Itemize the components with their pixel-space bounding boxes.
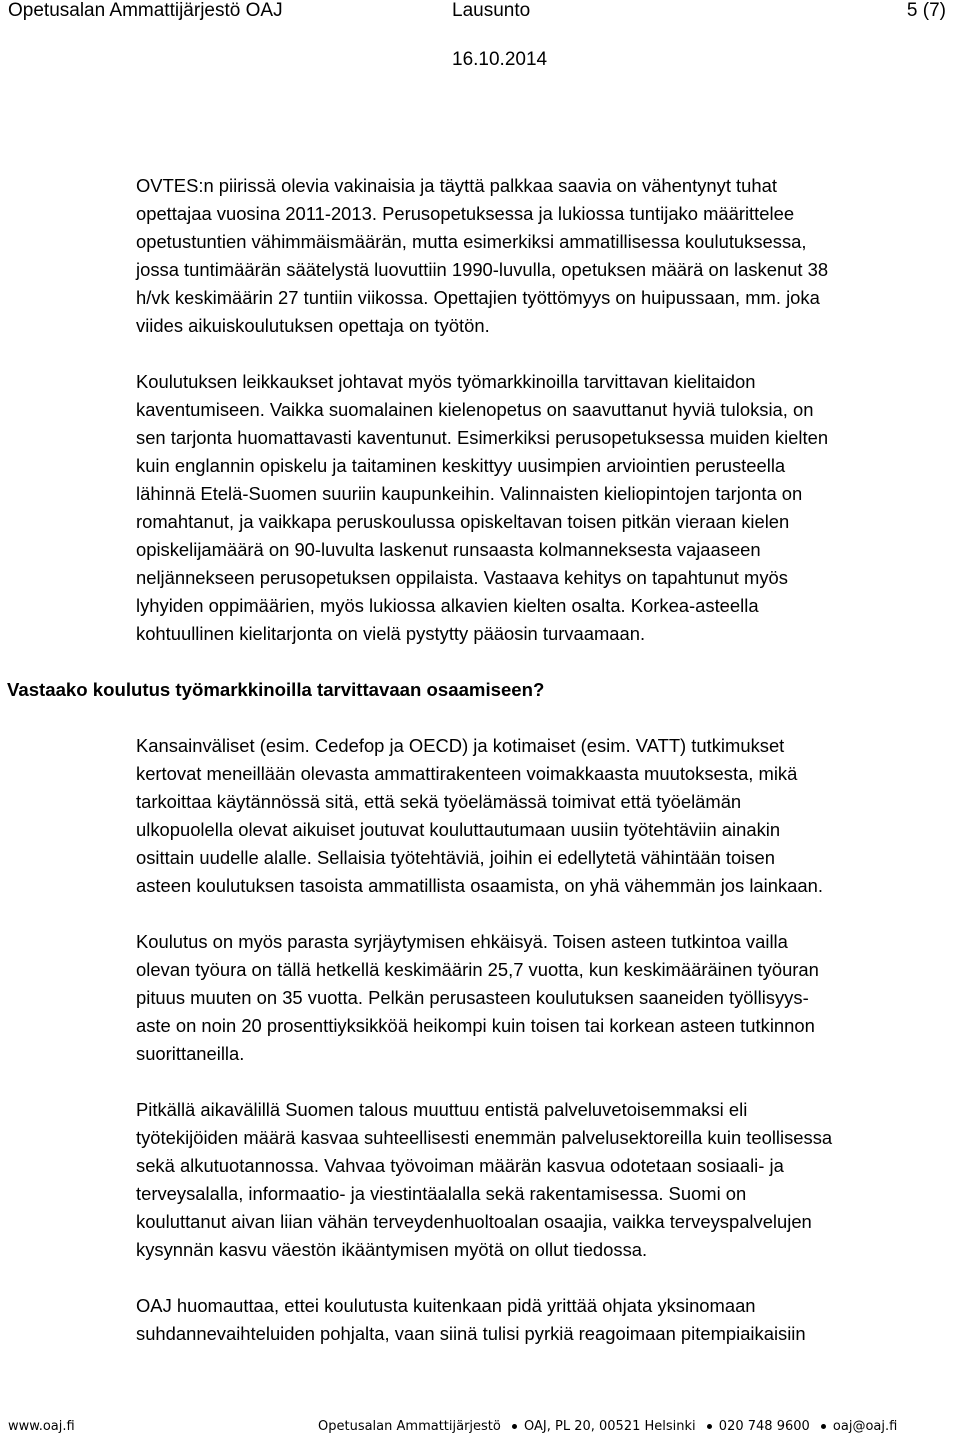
text-line: OAJ huomauttaa, ettei koulutusta kuitenkaan pidä yrittää ohjata yksinomaan (136, 1295, 756, 1316)
paragraph-exclusion-prevention (136, 928, 958, 1068)
header-organization: Opetusalan Ammattijärjestö OAJ (8, 0, 283, 21)
footer-phone: 020 748 9600 (718, 1419, 810, 1434)
text-line: ulkopuolella olevat aikuiset joutuvat kouluttautumaan uusiin työtehtäviin ainakin (136, 819, 781, 840)
bullet-separator-icon (821, 1424, 826, 1429)
text-line: romahtanut, ja vaikkapa peruskoulussa opiskeltavan toisen pitkän vieraan kielen (136, 511, 790, 532)
page-header (0, 0, 960, 80)
footer-organization: Opetusalan Ammattijärjestö (318, 1419, 501, 1434)
text-line: kouluttanut aivan liian vähän terveydenhuoltoalan osaajia, vaikka terveyspalvelujen (136, 1211, 812, 1232)
text-line: lyhyiden oppimäärien, myös lukiossa alkavien kielten osalta. Korkea-asteella (136, 595, 759, 616)
text-line: kaventumiseen. Vaikka suomalainen kielenopetus on saavuttanut hyviä tuloksia, on (136, 399, 814, 420)
footer-contact (318, 1414, 897, 1438)
text-line: h/vk keskimäärin 27 tuntiin viikossa. Opettajien työttömyys on huipussaan, mm. joka (136, 287, 820, 308)
text-line: suhdannevaihteluiden pohjalta, vaan siinä tulisi pyrkiä reagoimaan pitempiaikaisiin (136, 1323, 806, 1344)
text-line: lähinnä Etelä-Suomen suuriin kaupunkeihin. Valinnaisten kieliopintojen tarjonta on (136, 483, 803, 504)
text-line: neljännekseen perusopetuksen oppilaista. Vastaava kehitys on tapahtunut myös (136, 567, 788, 588)
text-line: OVTES:n piirissä olevia vakinaisia ja täyttä palkkaa saavia on vähentynyt tuhat (136, 175, 777, 196)
bullet-separator-icon (707, 1424, 712, 1429)
paragraph-teacher-employment (136, 172, 958, 340)
text-line: sekä alkutuotannossa. Vahvaa työvoiman määrän kasvua odotetaan sosiaali- ja (136, 1155, 784, 1176)
text-line: olevan työura on tällä hetkellä keskimäärin 25,7 vuotta, kun keskimääräinen työuran (136, 959, 819, 980)
text-line: työtekijöiden määrä kasvaa suhteellisesti enemmän palvelusektoreilla kuin teollisessa (136, 1127, 833, 1148)
paragraph-service-economy (136, 1096, 958, 1264)
header-page-number: 5 (7) (906, 0, 946, 21)
footer-email-link[interactable]: oaj@oaj.fi (832, 1419, 898, 1434)
text-line: tarkoittaa käytännössä sitä, että sekä työelämässä toimivat että työelämän (136, 791, 742, 812)
text-line: kertovat meneillään olevasta ammattirakenteen voimakkaasta muutoksesta, mikä (136, 763, 798, 784)
text-line: Kansainväliset (esim. Cedefop ja OECD) ja kotimaiset (esim. VATT) tutkimukset (136, 735, 785, 756)
text-line: osittain uudelle alalle. Sellaisia työtehtäviä, joihin ei edellytetä vähintään toisen (136, 847, 775, 868)
page-footer (0, 1412, 960, 1438)
text-line: Koulutuksen leikkaukset johtavat myös työmarkkinoilla tarvittavan kielitaidon (136, 371, 756, 392)
header-document-type: Lausunto (452, 0, 531, 21)
text-line: Koulutus on myös parasta syrjäytymisen ehkäisyä. Toisen asteen tutkintoa vailla (136, 931, 788, 952)
text-line: viides aikuiskoulutuksen opettaja on työtön. (136, 315, 490, 336)
footer-address: OAJ, PL 20, 00521 Helsinki (524, 1419, 696, 1434)
header-date: 16.10.2014 (452, 49, 548, 70)
text-line: Pitkällä aikavälillä Suomen talous muuttuu entistä palveluvetoisemmaksi eli (136, 1099, 748, 1120)
text-line: kuin englannin opiskelu ja taitaminen keskittyy uusimpien arviointien perusteella (136, 455, 786, 476)
paragraph-oaj-remark (136, 1292, 958, 1348)
paragraph-structural-change (136, 732, 958, 900)
text-line: opiskelijamäärä on 90-luvulta laskenut runsaasta kolmanneksesta vajaaseen (136, 539, 761, 560)
text-line: kohtuullinen kielitarjonta on vielä pystytty pääosin turvaamaan. (136, 623, 646, 644)
bullet-separator-icon (512, 1424, 517, 1429)
document-body (7, 172, 958, 1376)
text-line: jossa tuntimäärän säätelystä luovuttiin 1990-luvulla, opetuksen määrä on laskenut 38 (136, 259, 829, 280)
text-line: pituus muuten on 35 vuotta. Pelkän perusasteen koulutuksen saaneiden työllisyys- (136, 987, 809, 1008)
text-line: terveysalalla, informaatio- ja viestintäalalla sekä rakentamisessa. Suomi on (136, 1183, 747, 1204)
text-line: sen tarjonta huomattavasti kaventunut. Esimerkiksi perusopetuksessa muiden kielten (136, 427, 829, 448)
text-line: opettajaa vuosina 2011-2013. Perusopetuksessa ja lukiossa tuntijako määrittelee (136, 203, 795, 224)
section-heading: Vastaako koulutus työmarkkinoilla tarvittavaan osaamiseen? (7, 679, 545, 700)
footer-website-link[interactable]: www.oaj.fi (8, 1419, 75, 1434)
text-line: suorittaneilla. (136, 1043, 245, 1064)
text-line: aste on noin 20 prosenttiyksikköä heikompi kuin toisen tai korkean asteen tutkinnon (136, 1015, 815, 1036)
text-line: asteen koulutuksen tasoista ammatillista osaamista, on yhä vähemmän jos lainkaan. (136, 875, 823, 896)
paragraph-language-skills (136, 368, 958, 648)
text-line: opetustuntien vähimmäismäärän, mutta esimerkiksi ammatillisessa koulutuksessa, (136, 231, 807, 252)
text-line: kysynnän kasvu väestön ikääntymisen myötä on ollut tiedossa. (136, 1239, 648, 1260)
